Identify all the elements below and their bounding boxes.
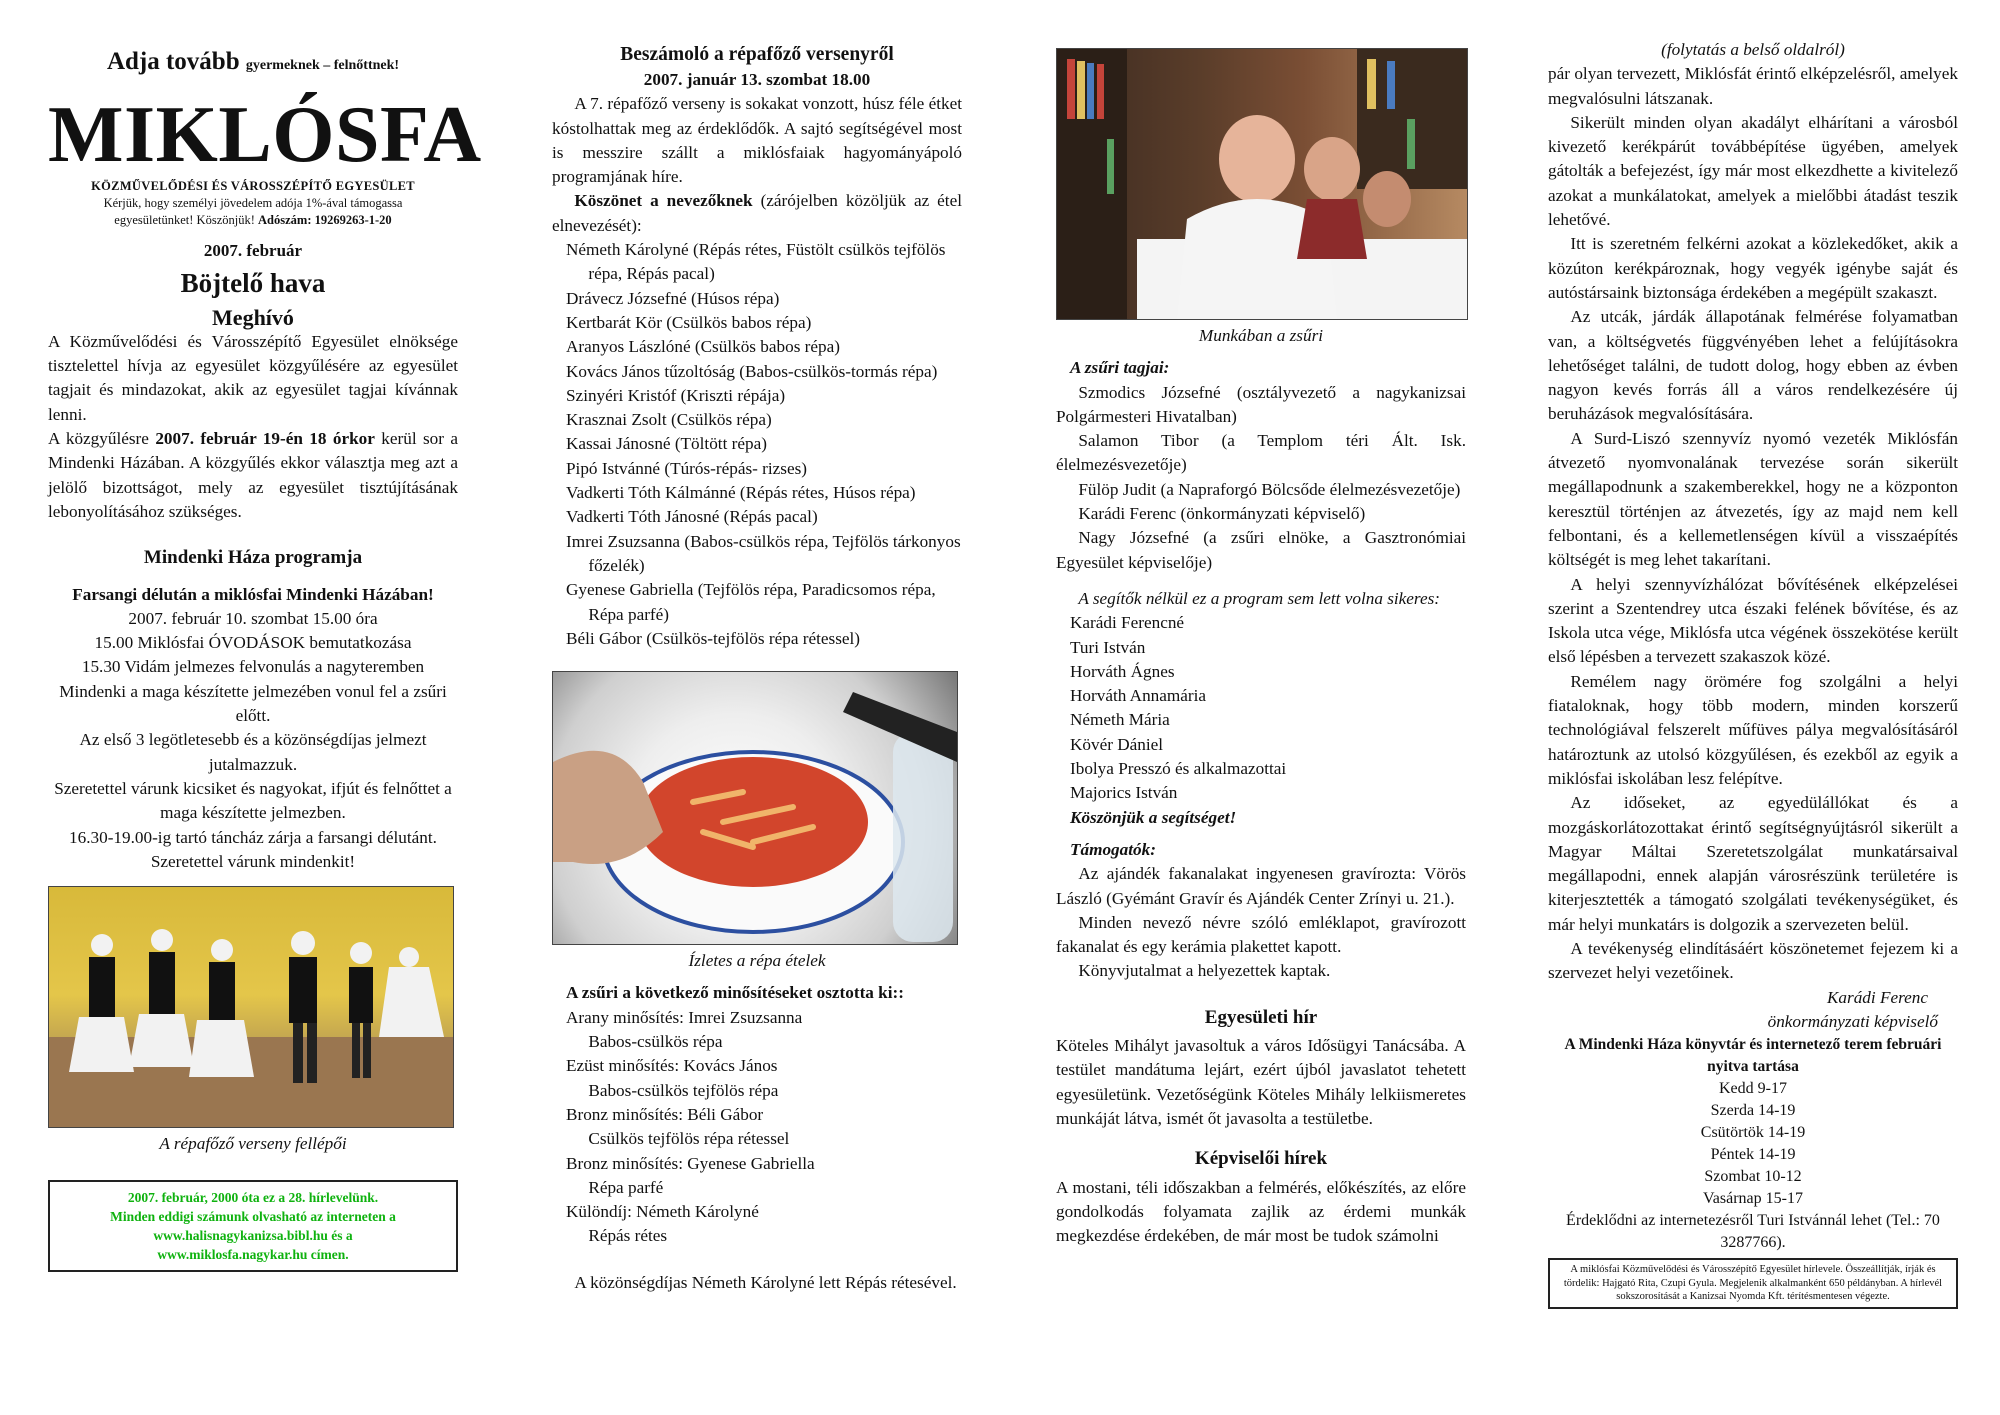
rep-paragraph-8: Az időseket, az egyedülállókat és a mozgáskorlátozottakat érintő segítségnyújtásról sikerült a Magyar Máltai Szeretetszolgálat munkatársaival megállapodni, ennek alapján városrészünk területére is kiterjesztették a támogató szolgálati tevékenységüket, és már helyi munkatárs is dolgozik a szervezeten belül.: [1548, 793, 1958, 934]
award-3-dish: Csülkös tejfölös répa rétessel: [588, 1129, 790, 1149]
invite-title: Meghívó: [212, 304, 294, 330]
carnival-line-7: Szeretettel várunk mindenkit!: [150, 851, 356, 871]
carnival-title: Farsangi délután a miklósfai Mindenki Házában!: [72, 584, 434, 604]
entrant-9: Pipó Istvánné (Túrós-répás- rizses): [566, 458, 808, 478]
entrant-3: Kertbarát Kör (Csülkös babos répa): [566, 312, 812, 332]
program-title: Mindenki Háza programja: [143, 547, 363, 569]
column-1: [48, 42, 482, 1272]
sponsors-paragraph-1: Az ajándék fakanalakat ingyenesen gravírozta: Vörös László (Gyémánt Gravír és Ajándék Center Zrínyi u. 21.).: [1056, 864, 1466, 908]
entrant-8: Kassai Jánosné (Töltött répa): [566, 434, 767, 454]
online-link-2[interactable]: www.miklosfa.nagykar.hu címen.: [157, 1247, 349, 1263]
helper-8: Majorics István: [1070, 783, 1178, 803]
entrant-4: Aranyos Lászlóné (Csülkös babos répa): [566, 337, 840, 357]
hours-friday: Péntek 14-19: [1710, 1146, 1796, 1164]
food-caption: Ízletes a répa ételek: [688, 951, 826, 971]
invite-paragraph-1: A Közművelődési és Városszépítő Egyesület elnöksége tisztelettel hívja az egyesület közgyűlésére az egyesület tagjait és mindazokat, akik az egyesület tagjai kívánnak lenni.: [48, 331, 458, 424]
audience-award: A közönségdíjas Németh Károlyné lett Répás rétesével.: [574, 1272, 957, 1292]
food-photo: [552, 671, 958, 945]
dancers-photo-illustration: [49, 887, 453, 1127]
rep-paragraph-7: Remélem nagy örömére fog szolgálni a helyi fiataloknak, hogy több modern, minden korszerű technológiával felszerelt műfüves pálya megvalósításáról határoztunk az utolsó közgyűlésen, és ezekből az egyik a miklósfai iskolában lesz felépítve.: [1548, 671, 1958, 788]
assoc-news-title: Egyesületi hír: [1204, 1006, 1318, 1028]
helper-1: Karádi Ferencné: [1070, 613, 1185, 633]
column-2: [552, 42, 962, 1295]
imprint-box: [1548, 1258, 1958, 1309]
library-title: A Mindenki Háza könyvtár és internetező terem februári nyitva tartása: [1564, 1036, 1942, 1076]
jury-member-2: Salamon Tibor (a Templom téri Ált. Isk. élelmezésvezetője): [1056, 431, 1466, 475]
sponsors-paragraph-3: Könyvjutalmat a helyezettek kaptak.: [1078, 961, 1331, 981]
continued-note: (folytatás a belső oldalról): [1661, 40, 1845, 59]
pass-on-line: [48, 42, 458, 86]
entrant-6: Szinyéri Kristóf (Kriszti répája): [566, 385, 786, 405]
sponsors-title: Támogatók:: [1070, 839, 1156, 859]
carnival-line-2: 15.00 Miklósfai ÓVODÁSOK bemutatkozása: [94, 633, 412, 653]
helper-4: Horváth Annamária: [1070, 686, 1207, 706]
hours-saturday: Szombat 10-12: [1704, 1168, 1802, 1186]
online-line-1: 2007. február, 2000 óta ez a 28. hírlevelünk.: [127, 1190, 379, 1206]
awards-list: [552, 1006, 962, 1249]
invite-paragraph-2: [48, 427, 458, 524]
thanks-rest: (zárójelben közöljük az étel elnevezését):: [552, 191, 962, 235]
jury-caption: Munkában a zsűri: [1198, 326, 1324, 345]
signature-role: önkormányzati képviselő: [1767, 1011, 1938, 1031]
rep-paragraph-4: Az utcák, járdák állapotának felmérése folyamatban van, a költségvetés függvényében lehet a felújításokra lehetőséget találni, de tudott dolog, hogy ebben az évben nagyon kevés forrás áll a város rendelkezésére új beruházások megvalósítására.: [1548, 307, 1958, 424]
carnival-line-6: 16.30-19.00-ig tartó táncház zárja a farsangi délutánt.: [69, 827, 437, 847]
online-link-1[interactable]: www.halisnagykanizsa.bibl.hu és a: [153, 1228, 353, 1244]
rep-paragraph-3: Itt is szeretném felkérni azokat a közlekedőket, akik a közúton kerékpároznak, hogy vegyék igénybe saját és autóstársaink biztonsága érdekében a megépült szakaszt.: [1548, 234, 1958, 302]
column-3: [1056, 42, 1466, 1248]
report-date: 2007. január 13. szombat 18.00: [643, 70, 871, 89]
online-archive-box: [48, 1180, 458, 1272]
jury-member-1: Szmodics Józsefné (osztályvezető a nagykanizsai Polgármesteri Hivatalban): [1056, 382, 1466, 426]
invite-p2-c: kerül sor a Mindenki Házában. A közgyűlés ekkor választja meg azt a jelölő bizottságot, mely az egyesület tisztújításának lebonyolításához szükséges.: [48, 429, 459, 521]
invite-p2-date: 2007. február 19-én 18 órkor: [155, 429, 375, 449]
award-2: Ezüst minősítés: Kovács János: [566, 1056, 778, 1076]
thanks-intro: [552, 189, 962, 238]
entrants-list: [552, 238, 962, 651]
award-5-dish: Répás rétes: [588, 1226, 668, 1246]
award-2-dish: Babos-csülkös tejfölös répa: [588, 1080, 779, 1100]
tax-note-line2: egyesületünket! Köszönjük!: [114, 213, 255, 227]
food-photo-illustration: [553, 672, 957, 944]
rep-paragraph-5: A Surd-Liszó szennyvíz nyomó vezeték Miklósfán átvezető nyomvonalának tervezése során sikerült megállapodnunk a szakemberekkel, hogy ne a központon keresztül történjen az átvezetés, így az majd nem kell felbontani, és a kellemetlenségen kívül a visszaépítés költségét is meg lehet takarítani.: [1548, 428, 1958, 570]
carnival-line-5: Szeretettel várunk kicsiket és nagyokat, ifjút és felnőttet a maga készítette jelmezben.: [54, 778, 452, 823]
jury-member-4: Karádi Ferenc (önkormányzati képviselő): [1078, 504, 1366, 524]
rep-paragraph-1: pár olyan tervezett, Miklósfát érintő elképzelésről, amelyek megvalósulni látszanak.: [1548, 64, 1958, 108]
entrant-1: Németh Károlyné (Répás rétes, Füstölt csülkös tejfölös répa, Répás pacal): [566, 240, 946, 284]
pass-on-small: gyermeknek – felnőttnek!: [245, 58, 400, 73]
carnival-line-3: 15.30 Vidám jelmezes felvonulás a nagyteremben Mindenki a maga készítette jelmezében vonul fel a zsűri előtt.: [59, 657, 447, 726]
entrant-14: Béli Gábor (Csülkös-tejfölös répa rétessel): [566, 628, 861, 648]
tax-note-line1: Kérjük, hogy személyi jövedelem adója 1%-ával támogassa: [103, 196, 403, 210]
jury-member-5: Nagy Józsefné (a zsűri elnöke, a Gasztronómiai Egyesület képviselője): [1056, 528, 1466, 572]
helpers-intro: A segítők nélkül ez a program sem lett volna sikeres:: [1078, 588, 1441, 608]
entrant-11: Vadkerti Tóth Jánosné (Répás pacal): [566, 507, 818, 527]
rep-news-text: A mostani, téli időszakban a felmérés, előkészítés, az előre gondolkodás folyamata zajlik az érdemi munkák megkezdése érdekében, de már most be tudok számolni: [1056, 1177, 1466, 1246]
award-4: Bronz minősítés: Gyenese Gabriella: [566, 1153, 815, 1173]
rep-paragraph-9: A tevékenység elindításáért köszönetemet fejezem ki a szervezet helyi vezetőinek.: [1548, 938, 1958, 983]
signature-name: Karádi Ferenc: [1826, 987, 1928, 1007]
award-3: Bronz minősítés: Béli Gábor: [566, 1104, 764, 1124]
library-hours: [1548, 1078, 1958, 1210]
rep-news-title: Képviselői hírek: [1194, 1148, 1328, 1170]
internet-contact: Érdeklődni az internetezésről Turi Istvánnál lehet (Tel.: 70 3287766).: [1566, 1212, 1940, 1252]
imprint-text: A miklósfai Közművelődési és Városszépítő Egyesület hírlevele. Összeállítják, írják és tördelik: Hajgató Rita, Czupi Gyula. Megjelenik alkalmanként 650 példányban. A hírlevél sokszorosítását a Kanizsai Nyomda Kft. térítésmentesen végezte.: [1563, 1264, 1943, 1303]
rep-paragraph-2: Sikerült minden olyan akadályt elhárítani a városból kivezető kerékpárút továbbépítése ügyében, amelyek gátolták a befejezést, így már most elkezdhette a kivitelező azokat a munkálatokat, amelyek a mielőbbi átadást teszik lehetővé.: [1548, 112, 1958, 230]
helper-6: Kövér Dániel: [1070, 734, 1164, 754]
award-1-dish: Babos-csülkös répa: [588, 1032, 723, 1052]
report-title: Beszámoló a répafőző versenyről: [620, 44, 894, 65]
masthead: MIKLÓSFA: [48, 91, 482, 179]
jury-title: A zsűri tagjai:: [1070, 358, 1170, 378]
award-1: Arany minősítés: Imrei Zsuzsanna: [566, 1007, 803, 1027]
entrant-10: Vadkerti Tóth Kálmánné (Répás rétes, Húsos répa): [566, 483, 916, 503]
thanks-bold: Köszönet a nevezőknek: [574, 191, 753, 211]
entrant-2: Drávecz Józsefné (Húsos répa): [566, 288, 780, 308]
hours-sunday: Vasárnap 15-17: [1703, 1190, 1803, 1208]
dancers-photo: [48, 886, 454, 1128]
entrant-12: Imrei Zsuzsanna (Babos-csülkös répa, Tejfölös tárkonyos főzelék): [566, 531, 961, 575]
tax-note: [48, 195, 458, 229]
tax-id: Adószám: 19269263-1-20: [258, 213, 392, 227]
award-4-dish: Répa parfé: [588, 1177, 664, 1197]
helper-2: Turi István: [1070, 637, 1146, 657]
entrant-7: Krasznai Zsolt (Csülkös répa): [566, 410, 772, 430]
helper-3: Horváth Ágnes: [1070, 661, 1175, 681]
rep-paragraph-6: A helyi szennyvízhálózat bővítésének elképzelései szerint a Szentendrey utca északi felének bővítése, és az Iskola utca vége, Miklósfa utca végének összekötése került első lépésben a tervezett szakaszok közé.: [1548, 574, 1958, 667]
carnival-line-4: Az első 3 legötletesebb és a közönségdíjas jelmezt jutalmazzuk.: [79, 730, 427, 774]
sponsors-paragraph-2: Minden nevező névre szóló emléklapot, gravírozott fakanalat és egy kerámia plakettet kapott.: [1056, 912, 1466, 957]
hours-thursday: Csütörtök 14-19: [1700, 1124, 1806, 1142]
entrant-5: Kovács János tűzoltóság (Babos-csülkös-tormás répa): [566, 361, 938, 381]
online-line-2: Minden eddigi számunk olvasható az interneten a: [110, 1209, 396, 1225]
invite-p2-a: A közgyűlésre: [48, 429, 149, 449]
helper-7: Ibolya Presszó és alkalmazottai: [1070, 759, 1287, 779]
pass-on-text: Adja tovább: [106, 48, 240, 75]
org-name: KÖZMŰVELŐDÉSI ÉS VÁROSSZÉPÍTŐ EGYESÜLET: [91, 179, 415, 193]
carnival-line-1: 2007. február 10. szombat 15.00 óra: [128, 608, 378, 628]
helpers-list: [1056, 611, 1466, 805]
awards-title: A zsűri a következő minősítéseket osztotta ki::: [566, 983, 904, 1003]
jury-member-3: Fülöp Judit (a Napraforgó Bölcsőde élelmezésvezetője): [1078, 479, 1461, 499]
entrant-13: Gyenese Gabriella (Tejfölös répa, Paradicsomos répa, Répa parfé): [566, 580, 936, 624]
month-name: Böjtelő hava: [180, 268, 326, 299]
dancers-caption: A répafőző verseny fellépői: [159, 1134, 347, 1154]
award-5: Különdíj: Németh Károlyné: [566, 1202, 759, 1222]
column-4: [1548, 38, 1958, 1309]
report-paragraph: A 7. répafőző verseny is sokakat vonzott, húsz féle étket kóstolhattak meg az érdeklődők. A sajtó segítségével most is messzire szállt a miklósfaiak hagyományápoló programjának híre.: [552, 94, 962, 187]
jury-photo: [1056, 48, 1468, 320]
jury-list: [1056, 381, 1466, 575]
helpers-thanks: Köszönjük a segítséget!: [1070, 807, 1237, 827]
assoc-news-text: Köteles Mihályt javasoltuk a város Idősügyi Tanácsába. A testület mandátuma lejárt, ezért újból javaslatot tehetett egyesületünk. Vezetőségünk Köteles Mihály lelkiismeretes munkáját látva, ismét őt javasolta a testületbe.: [1056, 1036, 1466, 1128]
issue-date: 2007. február: [203, 241, 303, 260]
hours-tuesday: Kedd 9-17: [1719, 1080, 1787, 1098]
helper-5: Németh Mária: [1070, 710, 1170, 730]
hours-wednesday: Szerda 14-19: [1710, 1102, 1796, 1120]
jury-photo-illustration: [1057, 49, 1467, 319]
